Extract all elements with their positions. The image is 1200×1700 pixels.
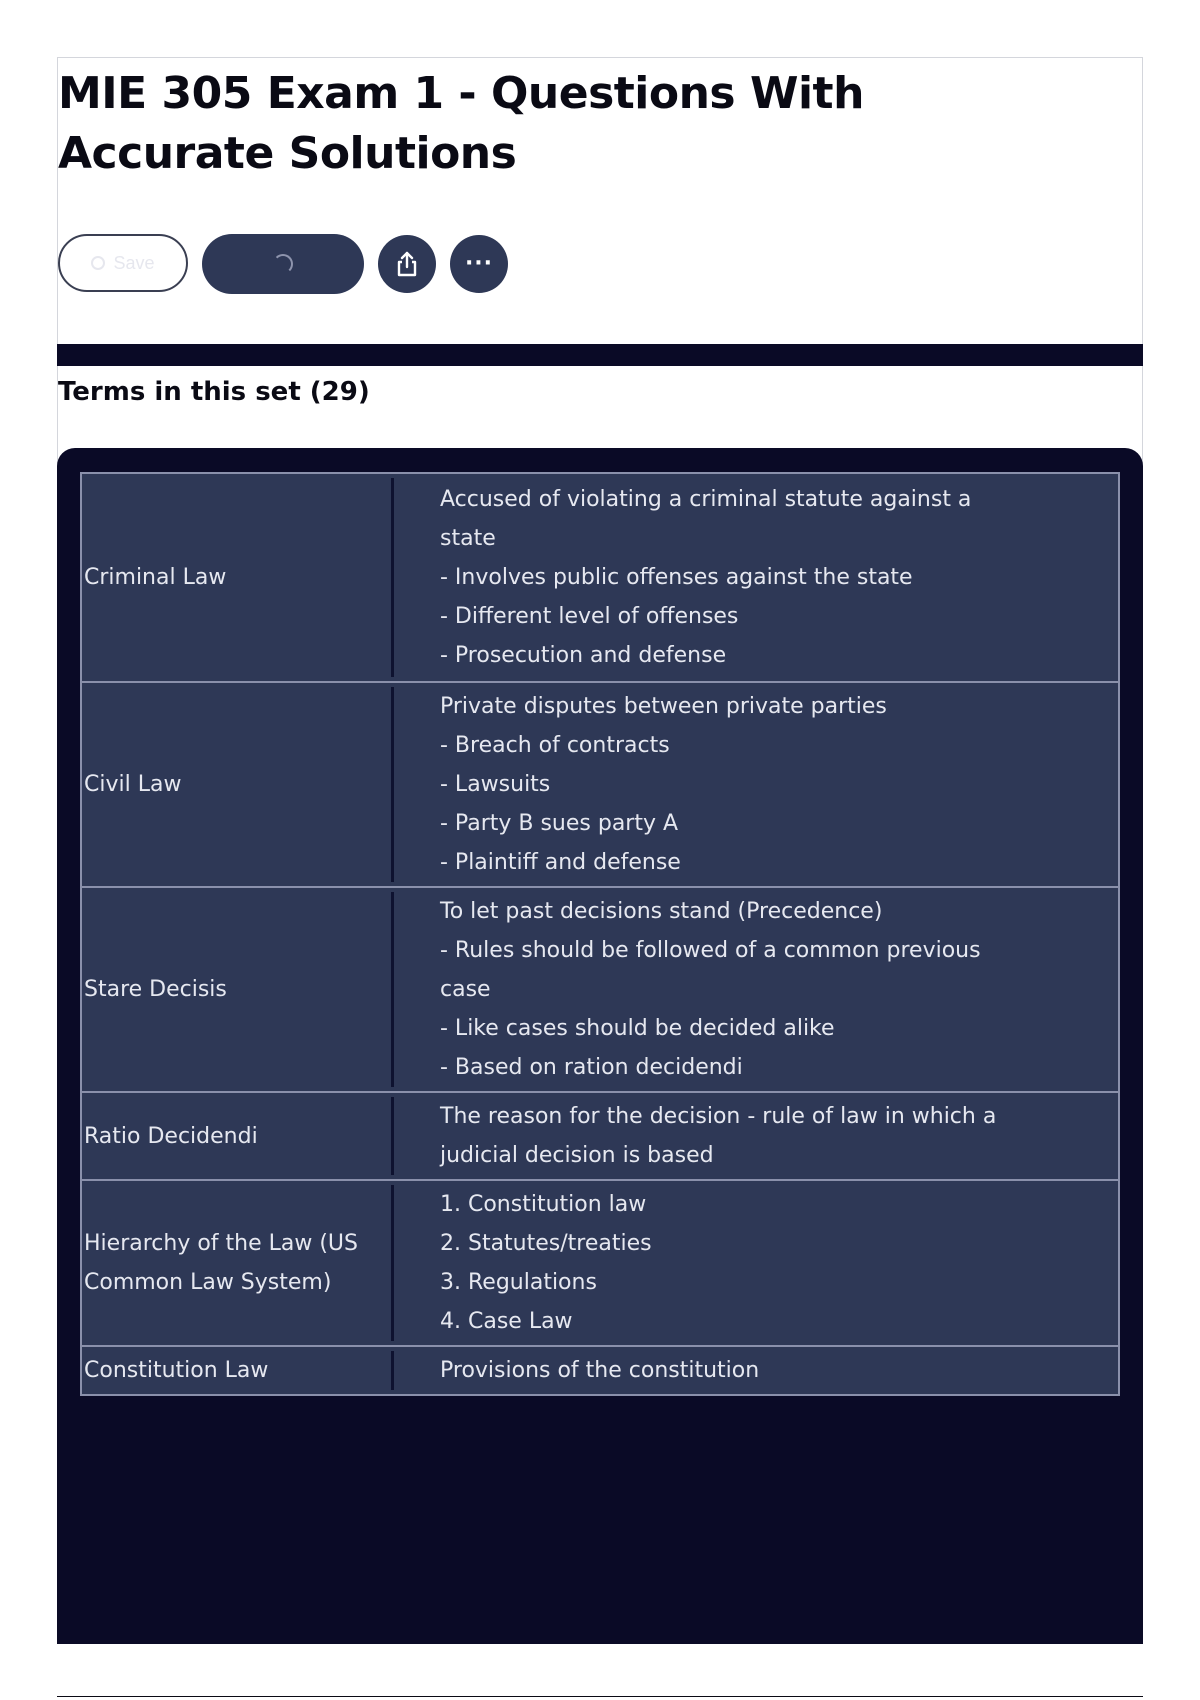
definition-line: 1. Constitution law [440,1192,647,1217]
definition-cell [391,1092,1119,1180]
table-row [81,887,1119,1092]
definition-line: - Plaintiff and defense [440,850,681,875]
term-cell: Constitution Law [81,1346,391,1395]
document-page [57,57,1143,1643]
definition-line: Provisions of the constitution [440,1358,760,1383]
spinner-icon [273,254,293,274]
loading-button[interactable] [202,234,364,294]
definition-line: - Involves public offenses against the state [440,565,913,590]
terms-panel [57,448,1143,1644]
save-label: Save [113,252,155,273]
term-cell: Civil Law [81,682,391,887]
more-icon: ··· [464,251,494,276]
definition-line: The reason for the decision - rule of law in which a [440,1104,997,1129]
page-title: MIE 305 Exam 1 - Questions With Accurate Solutions [58,68,864,179]
definition-line: - Different level of offenses [440,604,739,629]
definition-line: - Based on ration decidendi [440,1055,743,1080]
definition-line: 2. Statutes/treaties [440,1231,652,1256]
table-row [81,1180,1119,1346]
definition-line: - Lawsuits [440,772,551,797]
definition-cell [391,682,1119,887]
definition-line: - Prosecution and defense [440,643,727,668]
definition-line: - Breach of contracts [440,733,670,758]
definition-line: To let past decisions stand (Precedence) [440,899,883,924]
definition-line: judicial decision is based [440,1143,714,1168]
definition-line: - Like cases should be decided alike [440,1016,835,1041]
definition-line: - Rules should be followed of a common previous [440,938,981,963]
terms-table [80,472,1120,1396]
definition-line: - Party B sues party A [440,811,679,836]
terms-heading: Terms in this set (29) [58,377,370,407]
term-cell: Hierarchy of the Law (US Common Law System) [81,1180,391,1346]
table-row [81,473,1119,682]
save-button[interactable] [58,234,188,292]
share-icon [394,250,420,278]
definition-line: 4. Case Law [440,1309,573,1334]
definition-line: Accused of violating a criminal statute against a [440,487,972,512]
term-cell: Ratio Decidendi [81,1092,391,1180]
term-cell: Criminal Law [81,473,391,682]
table-row [81,682,1119,887]
table-row [81,1346,1119,1395]
definition-cell [391,1346,1119,1395]
definition-cell [391,887,1119,1092]
table-row [81,1092,1119,1180]
share-button[interactable] [378,235,436,293]
definition-line: state [440,526,496,551]
action-bar [58,234,658,294]
page-bottom-rule [57,1696,1143,1697]
more-options-button[interactable] [450,235,508,293]
definition-line: 3. Regulations [440,1270,597,1295]
save-icon [91,256,105,270]
section-divider [57,344,1143,366]
definition-cell [391,473,1119,682]
definition-cell [391,1180,1119,1346]
definition-line: Private disputes between private parties [440,694,887,719]
definition-line: case [440,977,491,1002]
term-cell: Stare Decisis [81,887,391,1092]
